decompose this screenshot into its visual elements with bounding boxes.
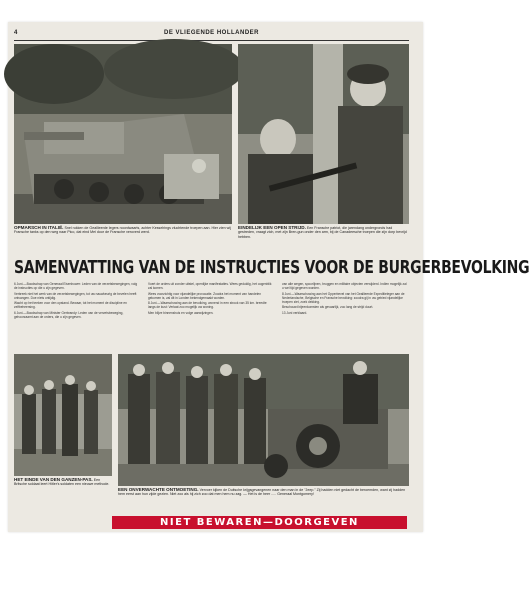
photo-fighters: [238, 44, 409, 224]
caption-italy: [14, 226, 232, 252]
column-paragraph: Wees voorzichtig voor vijandelijke provocatie. Zoodra het moment van handelen gekomen is, zal dit in Londen bekendgemaakt worden.: [148, 291, 261, 300]
masthead-title: DE VLIEGENDE HOLLANDER: [163, 30, 259, 36]
column-paragraph: Men blijve binnenshuis en volge aanwijzingen.: [148, 311, 214, 316]
column-paragraph: 8 Juni.—Waarschuwing aan de bevolking, wonend in een strook van 35 km. breedte langs de kust: Verlaat zoo mogelijk uw woning.: [148, 301, 267, 310]
column-paragraph: van alle wegen, spoorlijnen, bruggen en militaire objecten verwijderd. Indien mogelijk zal u wel tijd gegeven worden.: [282, 282, 407, 291]
article-column-3: [282, 282, 408, 350]
caption-ganzenpas: [14, 478, 112, 512]
ganzenpas-photo-image: [14, 354, 112, 476]
article-headline: SAMENVATTING VAN DE INSTRUCTIES VOOR DE BURGERBEVOLKING: [14, 258, 529, 278]
tank-photo-image: [14, 44, 232, 224]
column-paragraph: 13 Juni verklaard.: [282, 311, 308, 316]
newspaper-page: [8, 22, 529, 532]
caption-ganzenpas-heading: HET EINDE VAN DEN GANZEN-PAS.: [14, 477, 93, 482]
caption-meeting-body: Vervoer kijken de Duitsche krijgsgevangenen naar den man in de "Jeep." Zij hadden niet gedacht de beroemden, want zij hadden hem eerst aan hun zijde gezien. Niet zoo als hij zich zoo dat men hem nu zag. — Het is de heer ..... Generaal Montgomery!: [118, 488, 406, 497]
article-column-1: [14, 282, 140, 350]
column-paragraph: Wacht op het teeken voor den opstand. Bewaar, tot het moment de discipline en zelfbeheersing.: [14, 301, 127, 310]
caption-fighters-heading: EINDELIJK EEN OPEN STRIJD.: [238, 225, 306, 230]
photo-jeep-meeting: [118, 354, 409, 486]
caption-ganzenpas-body: Een Britsche soldaat leert Hitler's soldaten een nieuwe methode.: [14, 478, 110, 487]
photo-ganzenpas: [14, 354, 112, 476]
column-paragraph: Verbreek niet het werk van de verzetsbewegingen, tot uw nauwkeurig de bevelen heeft ontvangen. Doe niets ontijdig.: [14, 291, 137, 300]
article-column-2: [148, 282, 274, 350]
column-paragraph: Beschouwt bijeenkomsten als gevaarlijk, zoo lang de strijd duurt.: [282, 305, 374, 310]
fighters-photo-image: [238, 44, 409, 224]
article-body: [14, 282, 409, 350]
do-not-keep-banner: NIET BEWAREN—DOORGEVEN: [112, 516, 407, 529]
caption-fighters: [238, 226, 409, 252]
caption-fighters-body: Een Fransche patriot, die jarendang ondergronds had gestreden, vraagt zich, met zijn Bren-gun onder den arm, bij de Canadeesche troepen die zijn dorp bevrijd hebben.: [238, 226, 407, 239]
photo-tank-italy: [14, 44, 232, 224]
page-number: 4: [14, 30, 18, 36]
column-paragraph: 6 Juni.—Boodschap van Generaal Eisenhower: Leden van de verzetsbewegingen, volg de instructies op die u zijn gegeven.: [14, 282, 138, 291]
column-paragraph: 8 Juni.—Waarschuwing aan het Opperbevel van het Geallieerde Expeditieleger aan de Nederlandsche, Belgische en Fransche bevolking: zoodra gij in uw gebied vijandelijke troepen ziet, zoek dekking.: [282, 291, 405, 304]
caption-meeting-heading: EEN ONVERWACHTE ONTMOETING.: [118, 487, 199, 492]
caption-italy-body: Snel rukken de Geallieerde legers noordwaarts, achter Kesselrings vluchtende troepen aan. Hier zien wij Fransche tanks op den weg naar Pico, dat eind Mei door de Fransche veroverd werd.: [14, 226, 231, 235]
masthead: [14, 30, 409, 41]
jeep-photo-image: [118, 354, 409, 486]
caption-italy-heading: OPMARSCH IN ITALIË.: [14, 225, 64, 230]
column-paragraph: Voert de orders uit zonder uitstel, openlijke manifestaties. Wees geduldig, het oogenblik zal komen.: [148, 282, 272, 291]
column-paragraph: 6 Juni.—Boodschap van Minister Gerbrandy: Leden van de verzetsbeweging, gehoorzaamt aan de orders, die u zijn gegeven.: [14, 311, 124, 320]
caption-meeting: [118, 488, 409, 512]
